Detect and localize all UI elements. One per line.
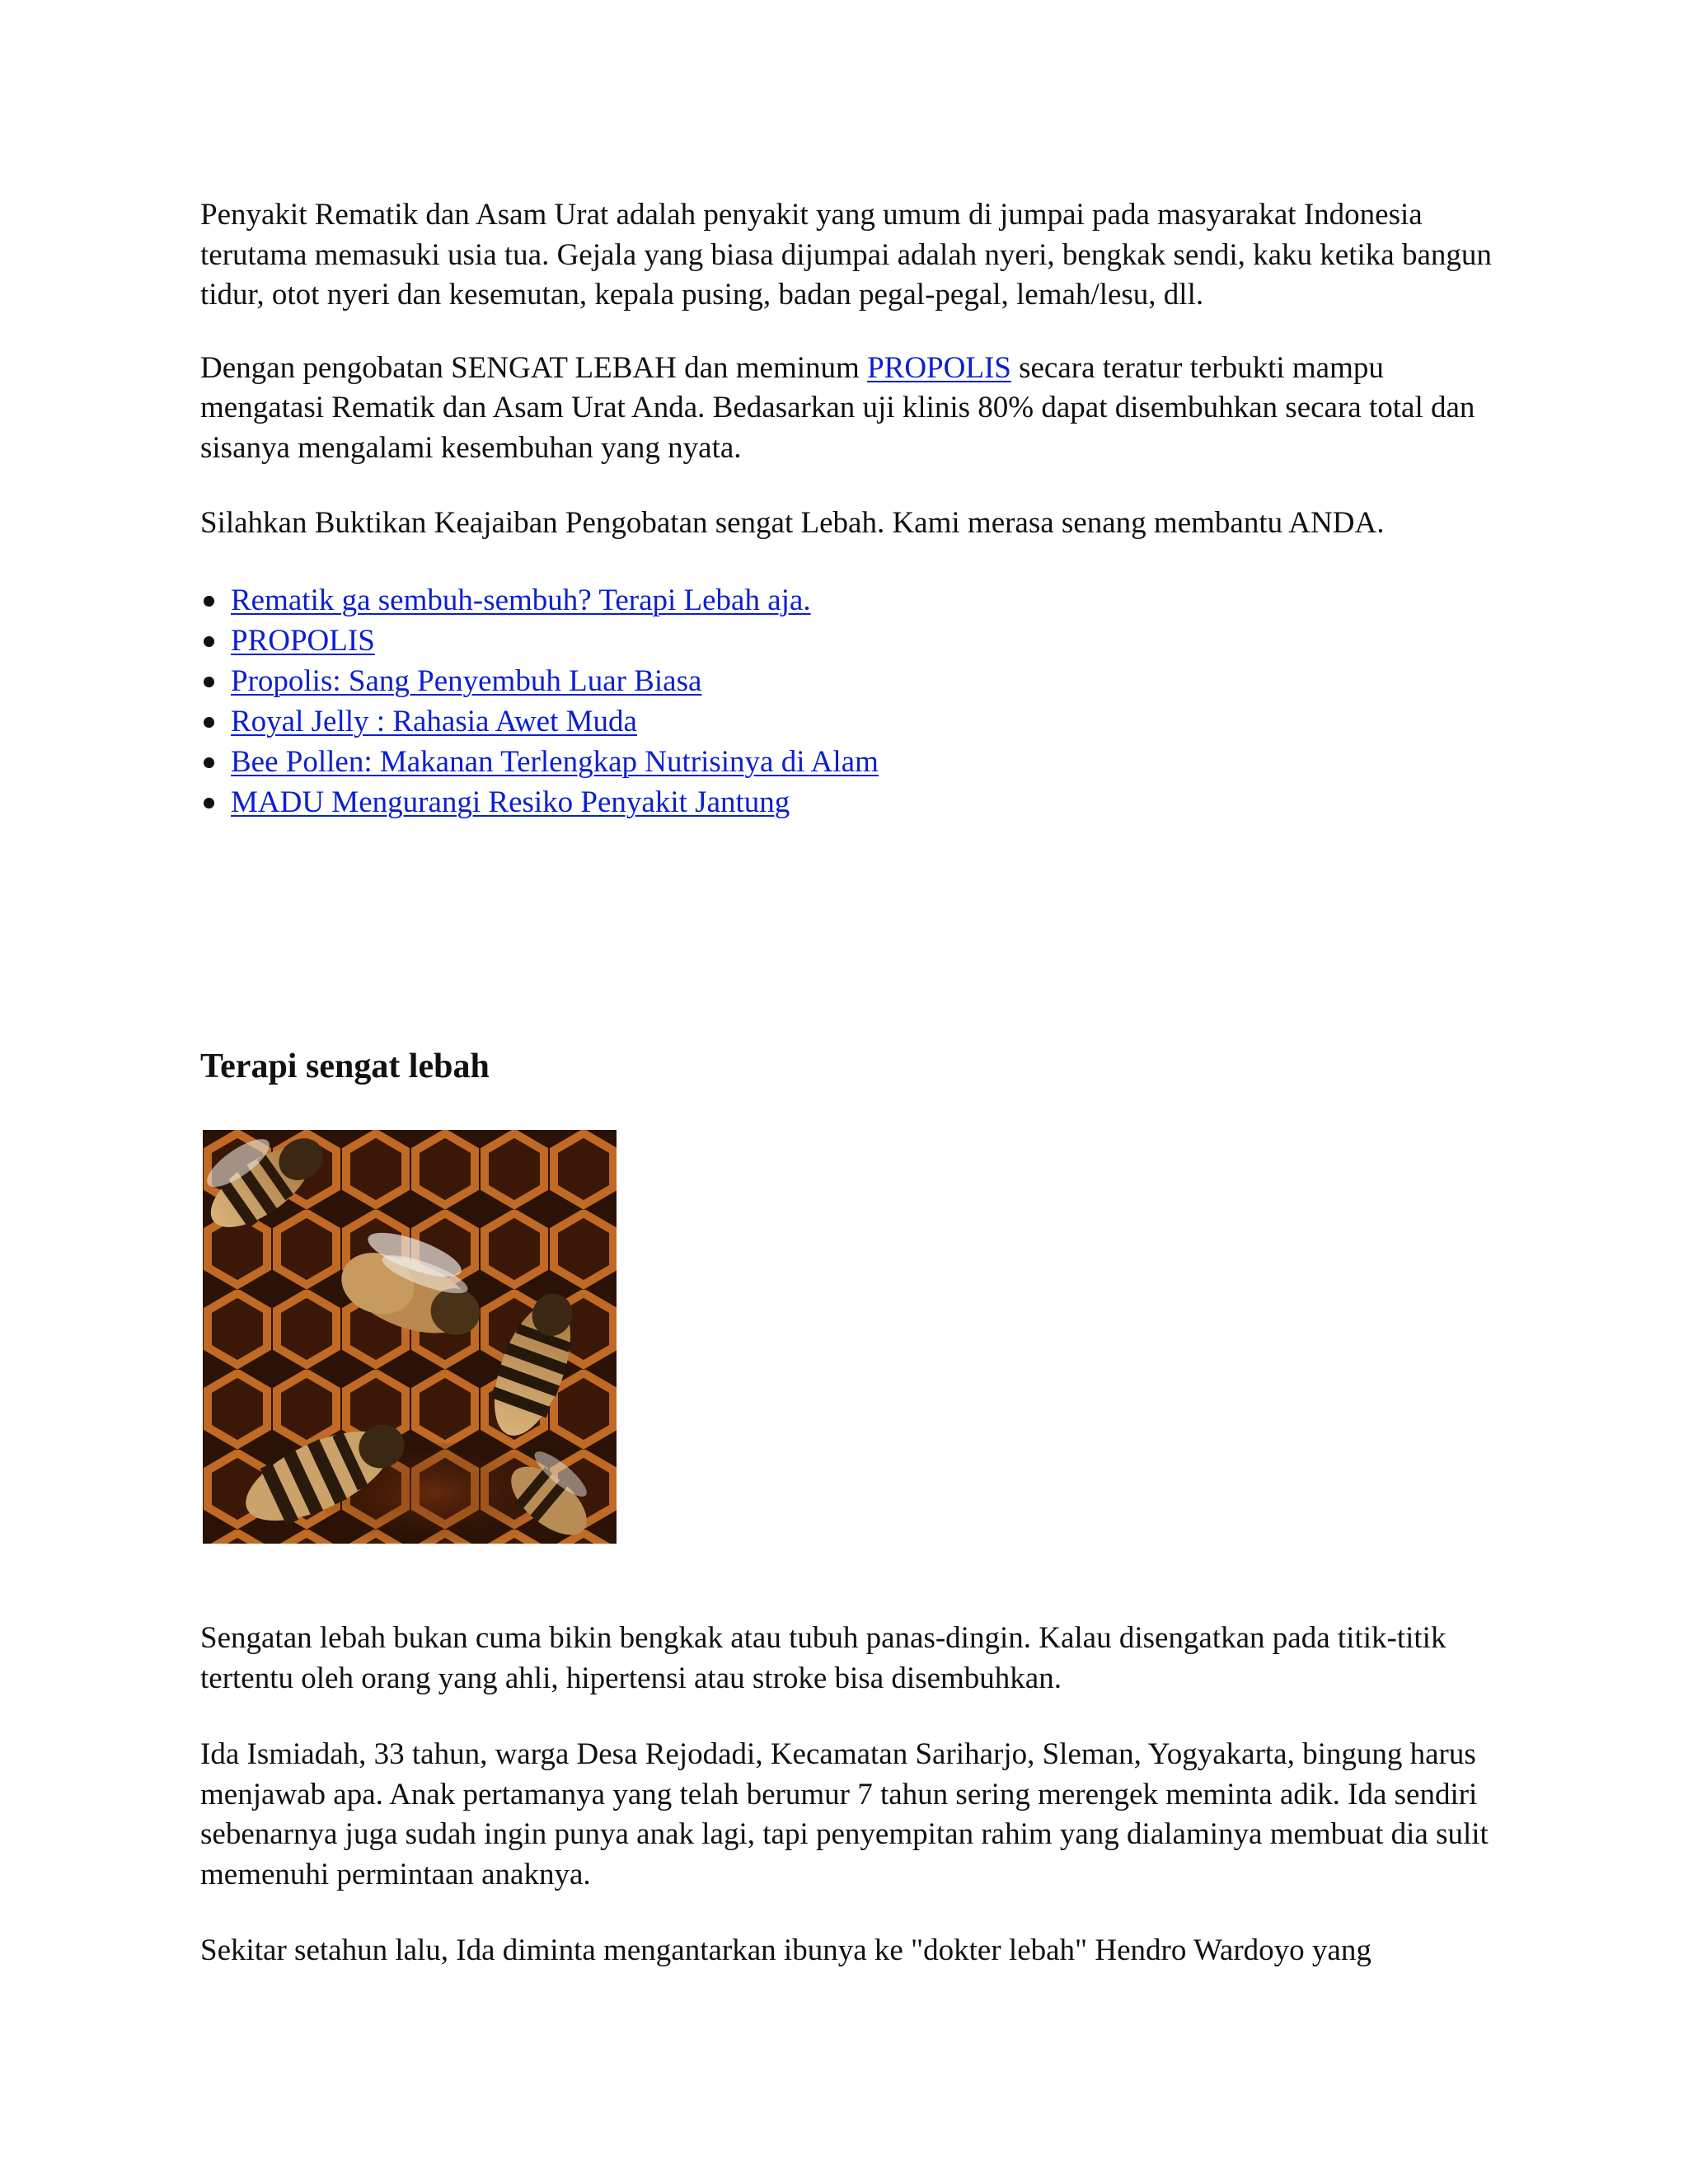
bullet-icon	[204, 596, 214, 607]
related-links-list	[200, 580, 1511, 823]
link-rematik-terapi-lebah[interactable]: Rematik ga sembuh-sembuh? Terapi Lebah aja.	[231, 583, 811, 617]
intro-paragraph-3: Silahkan Buktikan Keajaiban Pengobatan sengat Lebah. Kami merasa senang membantu ANDA.	[200, 506, 1385, 540]
link-propolis[interactable]: PROPOLIS	[231, 623, 375, 658]
related-link-item	[200, 782, 1511, 823]
intro-section	[200, 195, 1511, 823]
article-body	[200, 1619, 1511, 2008]
related-link-item	[200, 742, 1511, 782]
related-link-item	[200, 621, 1511, 661]
article-paragraph-2: Ida Ismiadah, 33 tahun, warga Desa Rejodadi, Kecamatan Sariharjo, Sleman, Yogyakarta, bingung harus menjawab apa. Anak pertamanya yang telah berumur 7 tahun sering merengek meminta adik. Ida sendiri sebenarnya juga sudah ingin punya anak lagi, tapi penyempitan rahim yang dialaminya membuat dia sulit memenuhi permintaan anaknya.	[200, 1737, 1489, 1891]
bullet-icon	[204, 798, 214, 808]
bullet-icon	[204, 636, 214, 647]
related-link-item	[200, 580, 1511, 621]
intro-paragraph-2-text-before: Dengan pengobatan SENGAT LEBAH dan meminum	[200, 350, 868, 385]
related-link-item	[200, 661, 1511, 701]
bullet-icon	[204, 677, 214, 687]
link-bee-pollen[interactable]: Bee Pollen: Makanan Terlengkap Nutrisinya di Alam	[231, 744, 879, 779]
article-paragraph-1: Sengatan lebah bukan cuma bikin bengkak atau tubuh panas-dingin. Kalau disengatkan pada titik-titik tertentu oleh orang yang ahli, hipertensi atau stroke bisa disembuhkan.	[200, 1621, 1447, 1695]
bees-on-honeycomb-image	[203, 1130, 617, 1544]
propolis-inline-link[interactable]: PROPOLIS	[867, 350, 1011, 385]
intro-paragraph-1: Penyakit Rematik dan Asam Urat adalah penyakit yang umum di jumpai pada masyarakat Indonesia terutama memasuki usia tua. Gejala yang biasa dijumpai adalah nyeri, bengkak sendi, kaku ketika bangun tidur, otot nyeri dan kesemutan, kepala pusing, badan pegal-pegal, lemah/lesu, dll.	[200, 198, 1492, 312]
intro-paragraph-2-text-after: secara teratur terbukti mampu mengatasi Rematik dan Asam Urat Anda. Bedasarkan uji klinis 80% dapat disembuhkan secara total dan sisanya mengalami kesembuhan yang nyata.	[200, 350, 1475, 465]
article-paragraph-3: Sekitar setahun lalu, Ida diminta mengantarkan ibunya ke "dokter lebah" Hendro Wardoyo yang	[200, 1933, 1372, 1967]
honeycomb-illustration	[203, 1130, 617, 1544]
link-propolis-penyembuh[interactable]: Propolis: Sang Penyembuh Luar Biasa	[231, 663, 702, 698]
article-heading: Terapi sengat lebah	[200, 1047, 490, 1085]
bullet-icon	[204, 757, 214, 768]
link-madu-jantung[interactable]: MADU Mengurangi Resiko Penyakit Jantung	[231, 785, 790, 819]
related-link-item	[200, 701, 1511, 742]
link-royal-jelly[interactable]: Royal Jelly : Rahasia Awet Muda	[231, 704, 637, 738]
bullet-icon	[204, 717, 214, 728]
intro-paragraph-2	[200, 349, 1511, 469]
